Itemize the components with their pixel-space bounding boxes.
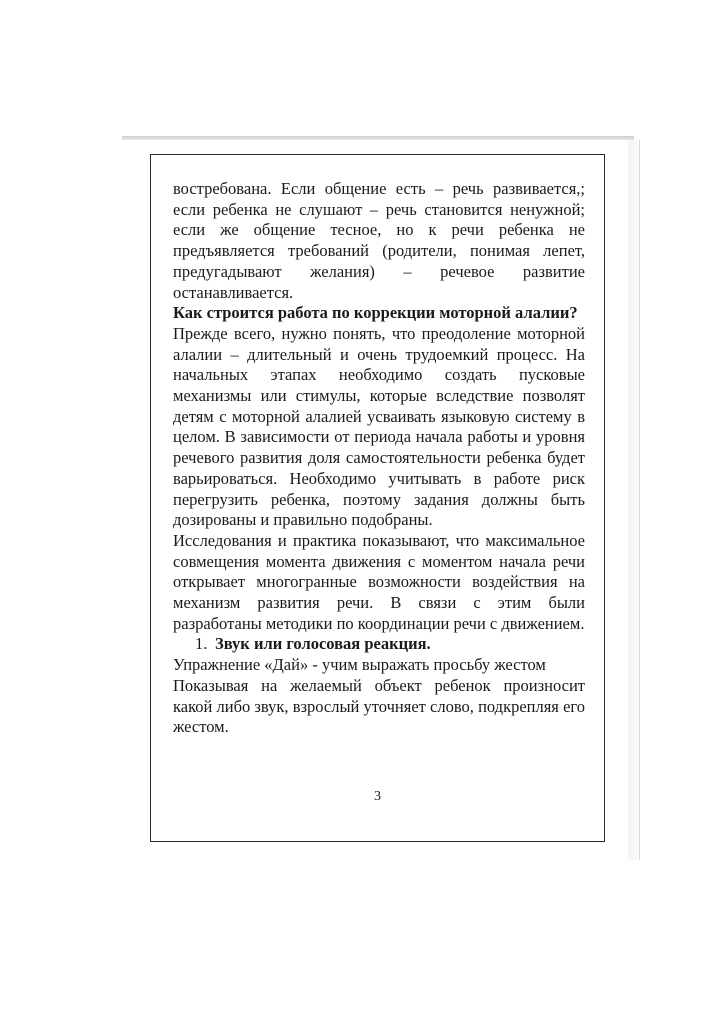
item-title: Звук или голосовая реакция. xyxy=(215,634,431,654)
section-heading: Как строится работа по коррекции моторной алалии? xyxy=(173,303,578,323)
item-number: 1. xyxy=(195,634,208,654)
scanned-page xyxy=(120,140,628,865)
body-paragraph-2: Исследования и практика показывают, что максимальное совмещения момента движения с моментом начала речи открывает многогранные возможности воздействия на механизм развития речи. В связи с этим были разработаны методики по координации речи с движением. xyxy=(173,530,585,633)
exercise-title: Упражнение «Дай» - учим выражать просьбу жестом xyxy=(173,655,546,675)
numbered-item xyxy=(173,634,585,655)
body-paragraph-1: Прежде всего, нужно понять, что преодоление моторной алалии – длительный и очень трудоемкий процесс. На начальных этапах необходимо создать пусковые механизмы или стимулы, которые вследствие позволят детям с моторной алалией усваивать языковую систему в целом. В зависимости от периода начала работы и уровня речевого развития доля самостоятельности ребенка будет варьироваться. Необходимо учитывать в работе риск перегрузить ребенка, поэтому задания должны быть дозированы и правильно подобраны. xyxy=(173,323,585,530)
page-number: 3 xyxy=(374,789,381,804)
sheet-edge-right xyxy=(626,140,640,860)
page-frame xyxy=(150,154,605,842)
exercise-description: Показывая на желаемый объект ребенок произносит какой либо звук, взрослый уточняет слово, подкрепляя его жестом. xyxy=(173,675,585,737)
intro-paragraph: востребована. Если общение есть – речь развивается,; если ребенка не слушают – речь становится ненужной; если же общение тесное, но к речи ребенка не предъявляется требований (родители, понимая лепет, предугадывают желания) – речевое развитие останавливается. xyxy=(173,179,585,302)
page-content xyxy=(173,179,585,738)
